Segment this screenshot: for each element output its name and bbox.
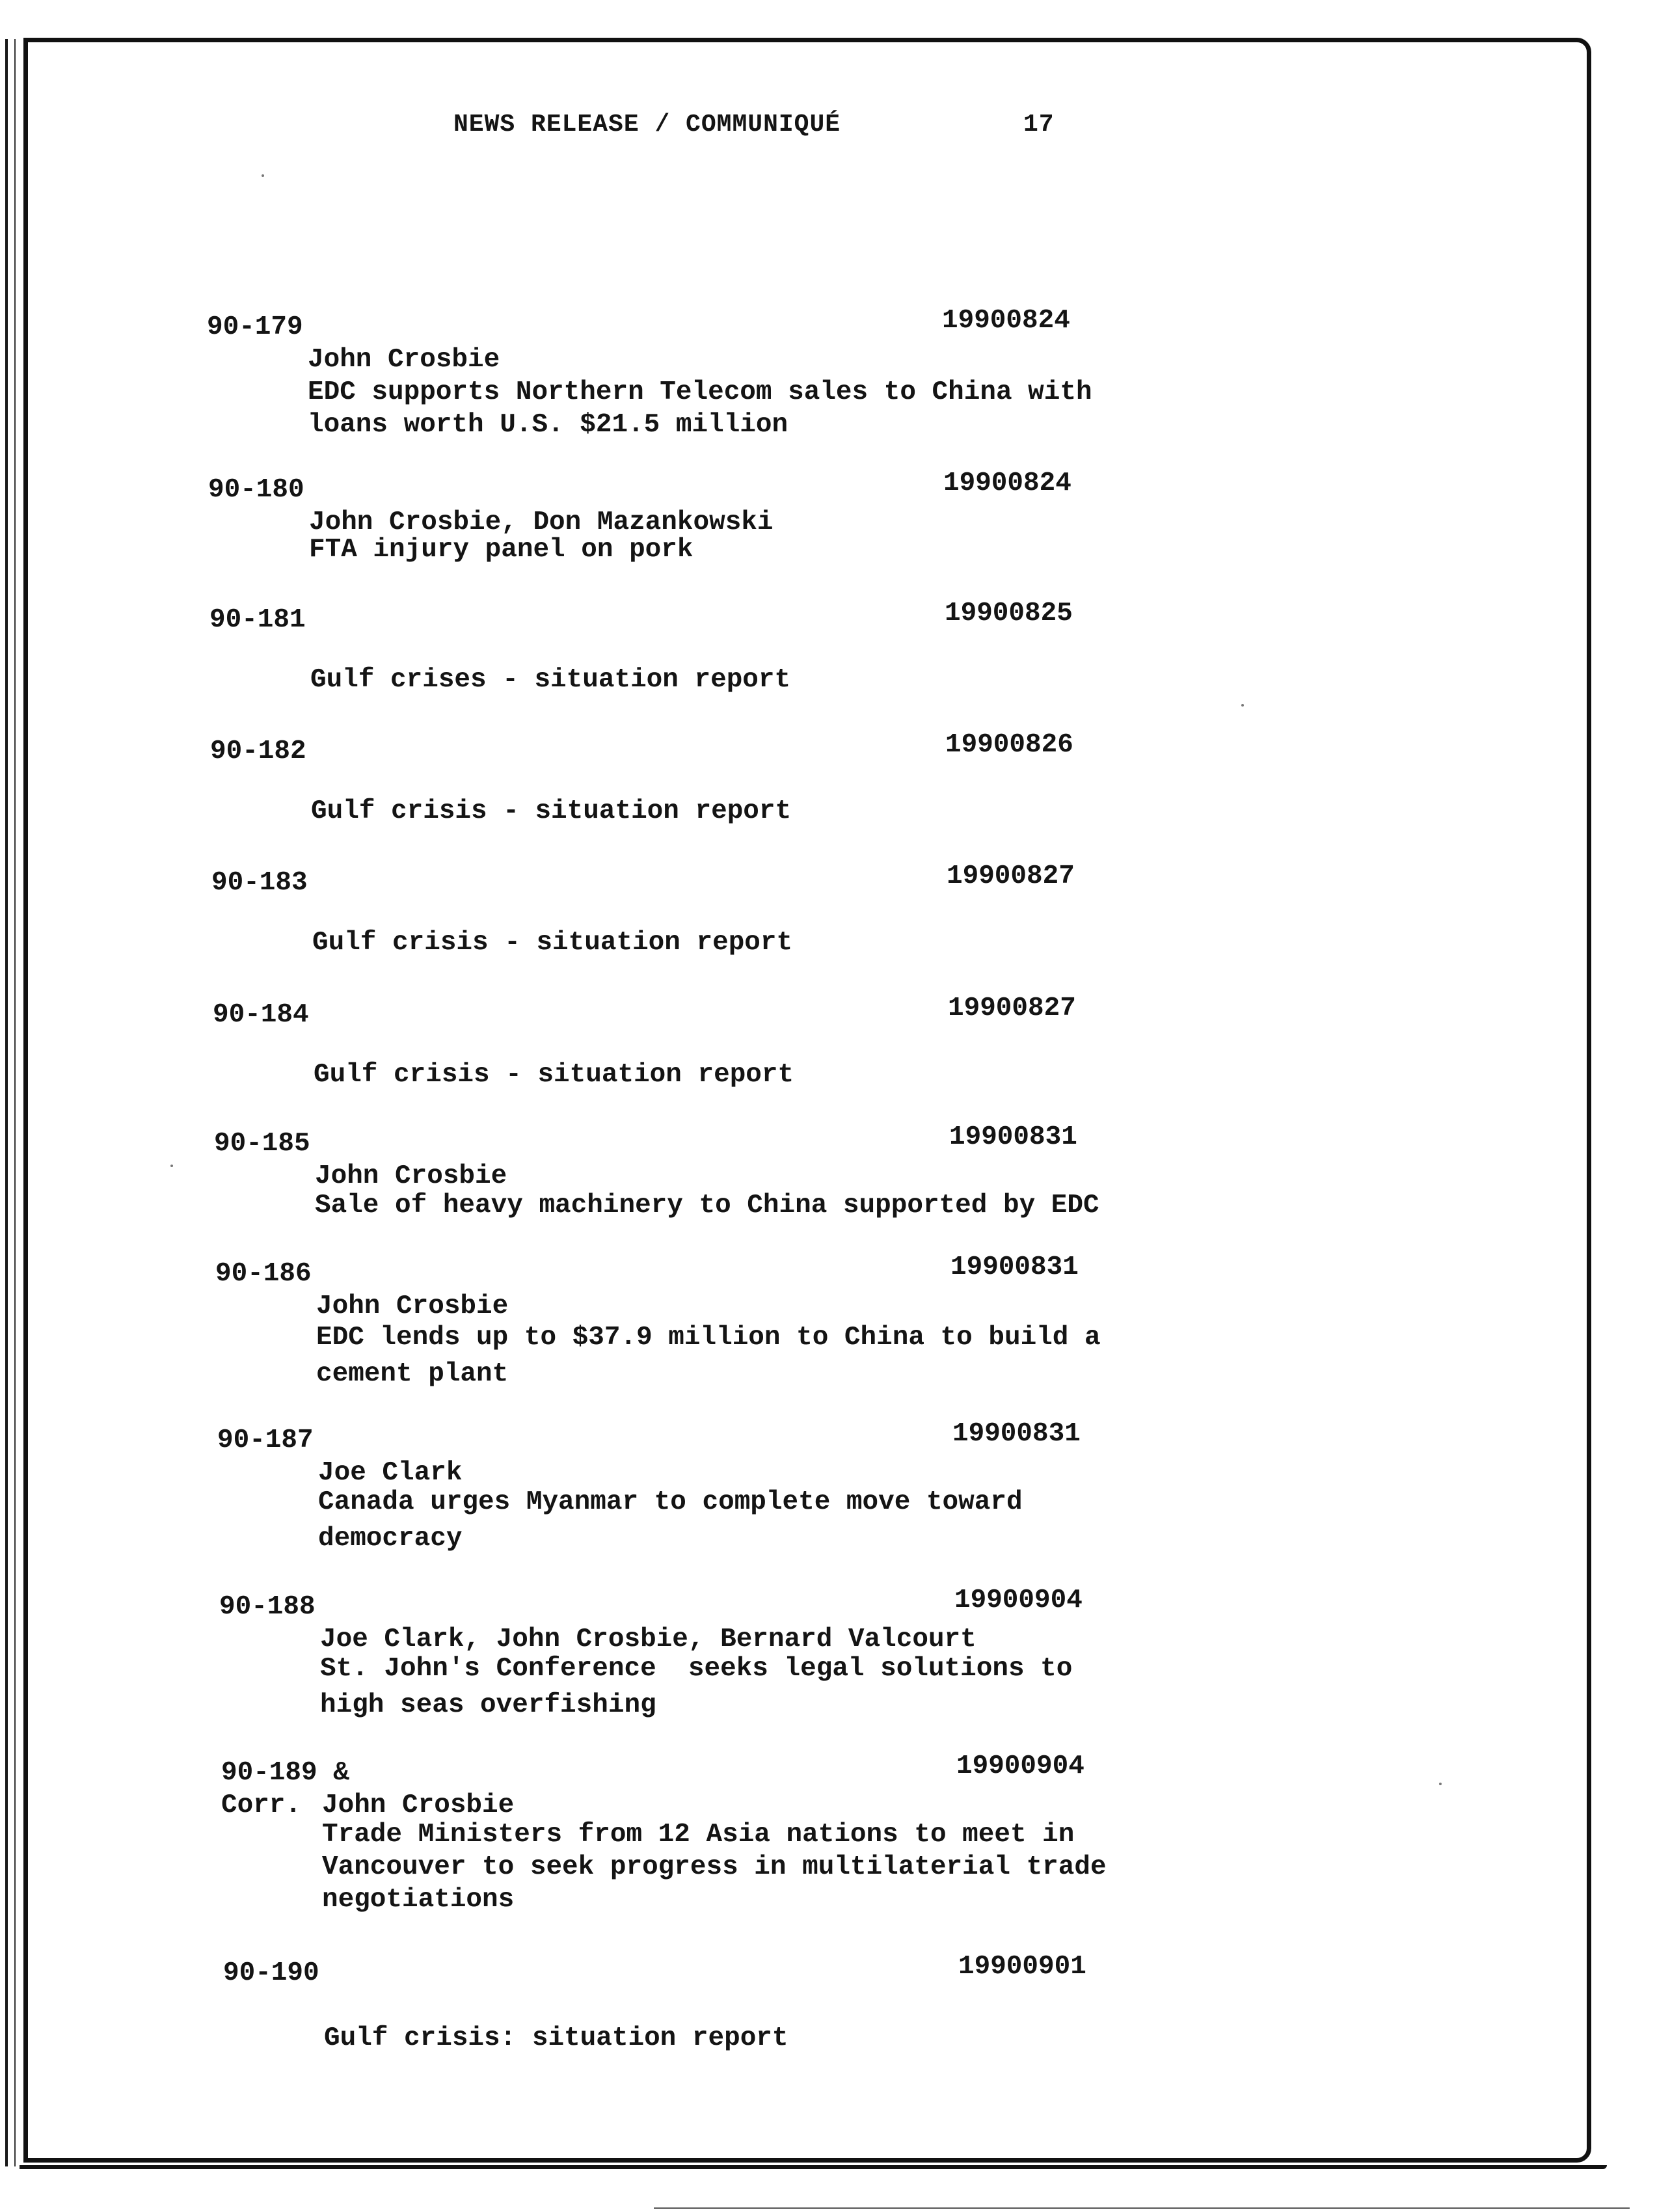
release-subject [318, 1484, 1144, 1557]
subject-line: Trade Ministers from 12 Asia nations to meet in [322, 1820, 1075, 1850]
release-subject [315, 1189, 1141, 1222]
subject-line: Gulf crisis - situation report [311, 796, 792, 826]
release-subject [312, 926, 1138, 959]
release-number: 90-190 [223, 1958, 319, 1988]
scan-speck [1439, 1783, 1442, 1785]
subject-line: negotiations [322, 1885, 515, 1915]
release-author: Joe Clark [318, 1458, 463, 1488]
release-number: 90-189 & [221, 1758, 349, 1788]
subject-line: FTA injury panel on pork [309, 535, 694, 565]
release-number: 90-186 [215, 1259, 312, 1289]
left-binding-rule [5, 39, 8, 2166]
subject-line: cement plant [316, 1359, 509, 1389]
release-subject [322, 1818, 1148, 1916]
release-date: 19900831 [952, 1419, 1081, 1449]
subject-line: Gulf crisis - situation report [312, 928, 793, 958]
release-subject [314, 1059, 1140, 1091]
subject-line: EDC supports Northern Telecom sales to China with [308, 377, 1092, 407]
release-date: 19900826 [945, 730, 1073, 760]
release-subject [311, 795, 1137, 828]
release-date: 19900825 [945, 599, 1073, 628]
release-number: 90-179 [207, 312, 303, 342]
page-title: NEWS RELEASE / COMMUNIQUÉ [453, 111, 841, 139]
release-date: 19900831 [950, 1252, 1079, 1282]
release-date: 19900904 [956, 1751, 1084, 1781]
page-header [0, 111, 1670, 150]
release-number: 90-188 [219, 1592, 316, 1622]
release-author: John Crosbie [316, 1291, 509, 1321]
release-subject [320, 1651, 1146, 1723]
release-subject [308, 376, 1134, 441]
release-date: 19900827 [948, 993, 1076, 1023]
subject-line: Canada urges Myanmar to complete move toward [318, 1487, 1023, 1517]
release-number: 90-181 [209, 605, 306, 635]
subject-line: Gulf crisis: situation report [324, 2023, 788, 2053]
scan-speck [170, 1165, 173, 1167]
release-author: John Crosbie [322, 1790, 515, 1820]
subject-line: high seas overfishing [320, 1690, 656, 1720]
release-subject [324, 2022, 1150, 2055]
scan-speck [262, 174, 264, 177]
release-date: 19900824 [943, 468, 1071, 498]
release-subject [309, 533, 1135, 566]
release-date: 19900824 [942, 306, 1070, 336]
subject-line: Sale of heavy machinery to China supported by EDC [315, 1191, 1099, 1221]
subject-line: EDC lends up to $37.9 million to China to build a [316, 1323, 1101, 1353]
release-number: 90-182 [210, 736, 306, 766]
release-date: 19900831 [949, 1122, 1077, 1152]
release-number: 90-183 [211, 868, 308, 898]
release-number: 90-187 [217, 1425, 314, 1455]
release-author: John Crosbie [315, 1161, 507, 1191]
release-subject [316, 1319, 1142, 1392]
page-bottom-trail [654, 2207, 1630, 2209]
page-bottom-edge [20, 2165, 1607, 2169]
subject-line: democracy [318, 1524, 463, 1554]
page-number: 17 [1023, 111, 1055, 139]
correction-label: Corr. [221, 1790, 302, 1820]
release-date: 19900901 [958, 1952, 1086, 1982]
release-number: 90-184 [213, 1000, 309, 1030]
release-date: 19900827 [947, 861, 1075, 891]
subject-line: Vancouver to seek progress in multilaterial trade [322, 1852, 1107, 1882]
release-number: 90-185 [214, 1129, 310, 1159]
subject-line: Gulf crisis - situation report [314, 1060, 794, 1090]
release-date: 19900904 [954, 1585, 1083, 1615]
scan-speck [1241, 704, 1244, 707]
release-author: Joe Clark, John Crosbie, Bernard Valcourt [320, 1625, 976, 1654]
left-binding-rule-inner [14, 39, 16, 2166]
release-subject [310, 664, 1137, 696]
release-author: John Crosbie [308, 345, 500, 375]
subject-line: Gulf crises - situation report [310, 665, 791, 695]
subject-line: loans worth U.S. $21.5 million [308, 410, 788, 440]
release-number: 90-180 [208, 475, 304, 505]
release-author: John Crosbie, Don Mazankowski [309, 507, 774, 537]
subject-line: St. John's Conference seeks legal solutions to [320, 1654, 1073, 1684]
